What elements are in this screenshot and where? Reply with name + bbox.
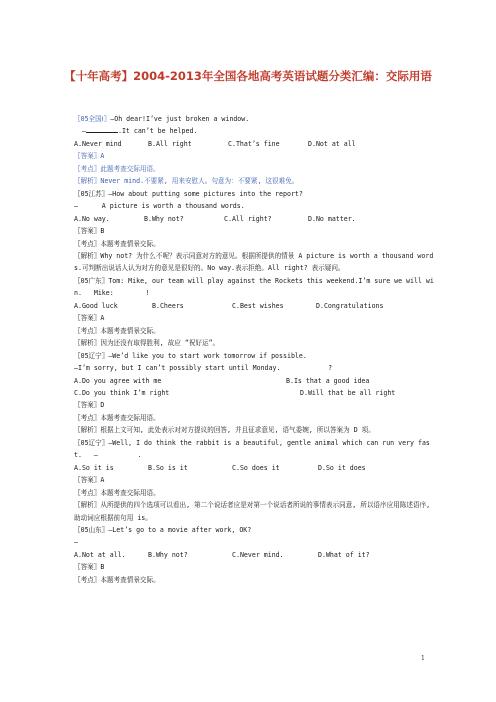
question-text: —We’d like you to start work tomorrow if possible.	[108, 351, 307, 360]
question-text: Tom: Mike, our team will play against the Rockets this weekend.I’m sure we will win. Mike: !	[74, 276, 434, 298]
option-d: D.What of it?	[318, 550, 370, 559]
question-text: —Oh dear!I’ve just broken a window.	[110, 115, 250, 123]
option-b: B.Why not?	[148, 550, 188, 559]
option-d: D.No matter.	[308, 214, 356, 223]
option-a: A.No way.	[74, 214, 110, 223]
question-response: —I’m sorry, but I can’t possibly start until Monday. ?	[74, 364, 333, 373]
option-d: D.Will that be all right	[300, 388, 396, 397]
question-response: — A picture is worth a thousand words.	[74, 202, 245, 211]
option-c: C.So does it	[232, 463, 280, 472]
answer-label: 〖答案〗A	[74, 476, 105, 485]
question-5	[74, 437, 436, 462]
option-d: D.So it does	[318, 463, 366, 472]
option-c: C.Do you think I’m right	[74, 388, 170, 397]
option-b: B.Cheers	[152, 301, 184, 310]
option-b: B.So is it	[148, 463, 188, 472]
point-label: 〖考点〗此题考查交际用语。	[74, 164, 160, 173]
point-label: 〖考点〗本题考查情景交际。	[74, 575, 160, 584]
question-source: 〖05辽宁〗	[74, 438, 109, 447]
question-6	[74, 524, 436, 536]
answer-blank	[86, 126, 118, 133]
analysis-text: 〖解析〗Never mind.不要紧, 用来安慰人。句意为：不要紧, 这很难免。	[74, 177, 299, 186]
option-d: D.Not at all	[308, 139, 356, 148]
document-body	[74, 113, 436, 586]
question-4	[74, 350, 436, 362]
option-a: A.Not at all.	[74, 550, 126, 559]
options-row	[74, 213, 436, 225]
answer-label: 〖答案〗A	[74, 152, 105, 161]
analysis-text: 〖解析〗从所提供的四个选项可以看出, 第二个说话者应是对第一个说话者所说的事情表示同意, 所以语序应用陈述语序, 助动词应根据前句用 is。	[74, 501, 435, 522]
analysis-text: 〖解析〗因为还没有取得胜利, 故应 “祝好运”。	[74, 339, 220, 348]
answer-label: 〖答案〗B	[74, 227, 105, 236]
question-source: 〖05全国Ⅰ〗	[74, 115, 111, 123]
option-a: A.Do you agree with me	[74, 376, 162, 385]
answer-label: 〖答案〗D	[74, 401, 105, 410]
analysis-text: 〖解析〗Why not? 为什么不呢？表示同意对方的意见。根据所提供的情景 A picture is worth a thousand words.可判断出说话人认为对方的意见是很好的。No way.表示拒绝。All right? 表示疑问。	[74, 251, 434, 273]
point-label: 〖考点〗本题考查交际用语。	[74, 488, 160, 497]
question-response: —	[74, 538, 78, 547]
question-source: 〖05广东〗	[74, 276, 109, 285]
answer-label: 〖答案〗A	[74, 314, 105, 323]
question-source: 〖05山东〗	[74, 525, 109, 534]
options-row	[74, 300, 436, 312]
options-row	[74, 138, 436, 150]
option-b: B.Is that a good idea	[286, 376, 370, 385]
answer-label: 〖答案〗B	[74, 563, 105, 572]
question-source: 〖05江苏〗	[74, 189, 109, 198]
options-row	[74, 375, 436, 387]
options-row	[74, 387, 436, 399]
question-1	[74, 113, 436, 125]
question-text: —How about putting some pictures into the report?	[108, 189, 303, 198]
question-source: 〖05辽宁〗	[74, 351, 109, 360]
option-b: B.Why not?	[144, 214, 184, 223]
question-2	[74, 188, 436, 200]
options-row	[74, 549, 436, 561]
point-label: 〖考点〗本题考查情景交际。	[74, 239, 160, 248]
question-3	[74, 275, 436, 300]
question-text: —Let’s go to a movie after work, OK?	[108, 525, 252, 534]
option-c: C.Never mind.	[232, 550, 284, 559]
option-c: C.That’s fine	[228, 139, 280, 148]
point-label: 〖考点〗本题考查交际用语。	[74, 413, 160, 422]
option-a: A.Never mind	[74, 139, 122, 148]
analysis-text: 〖解析〗根据上文可知, 此处表示对对方提议的回答, 并且征求意见, 语气委婉, 所以答案为 D 项。	[74, 426, 375, 435]
page-number: 1	[421, 655, 425, 662]
option-d: D.Congratulations	[316, 301, 384, 310]
option-b: B.All right	[148, 139, 192, 148]
options-row	[74, 462, 436, 474]
option-c: C.All right?	[224, 214, 272, 223]
option-c: C.Best wishes	[232, 301, 284, 310]
question-response: — .It can’t be helped.	[82, 127, 198, 136]
option-a: A.So it is	[74, 463, 114, 472]
question-text: —Well, I do think the rabbit is a beautiful, gentle animal which can run very fast. — .	[74, 438, 430, 460]
document-title: 【十年高考】2004-2013年全国各地高考英语试题分类汇编：交际用语	[64, 69, 432, 83]
point-label: 〖考点〗本题考查情景交际。	[74, 326, 160, 335]
option-a: A.Good luck	[74, 301, 118, 310]
